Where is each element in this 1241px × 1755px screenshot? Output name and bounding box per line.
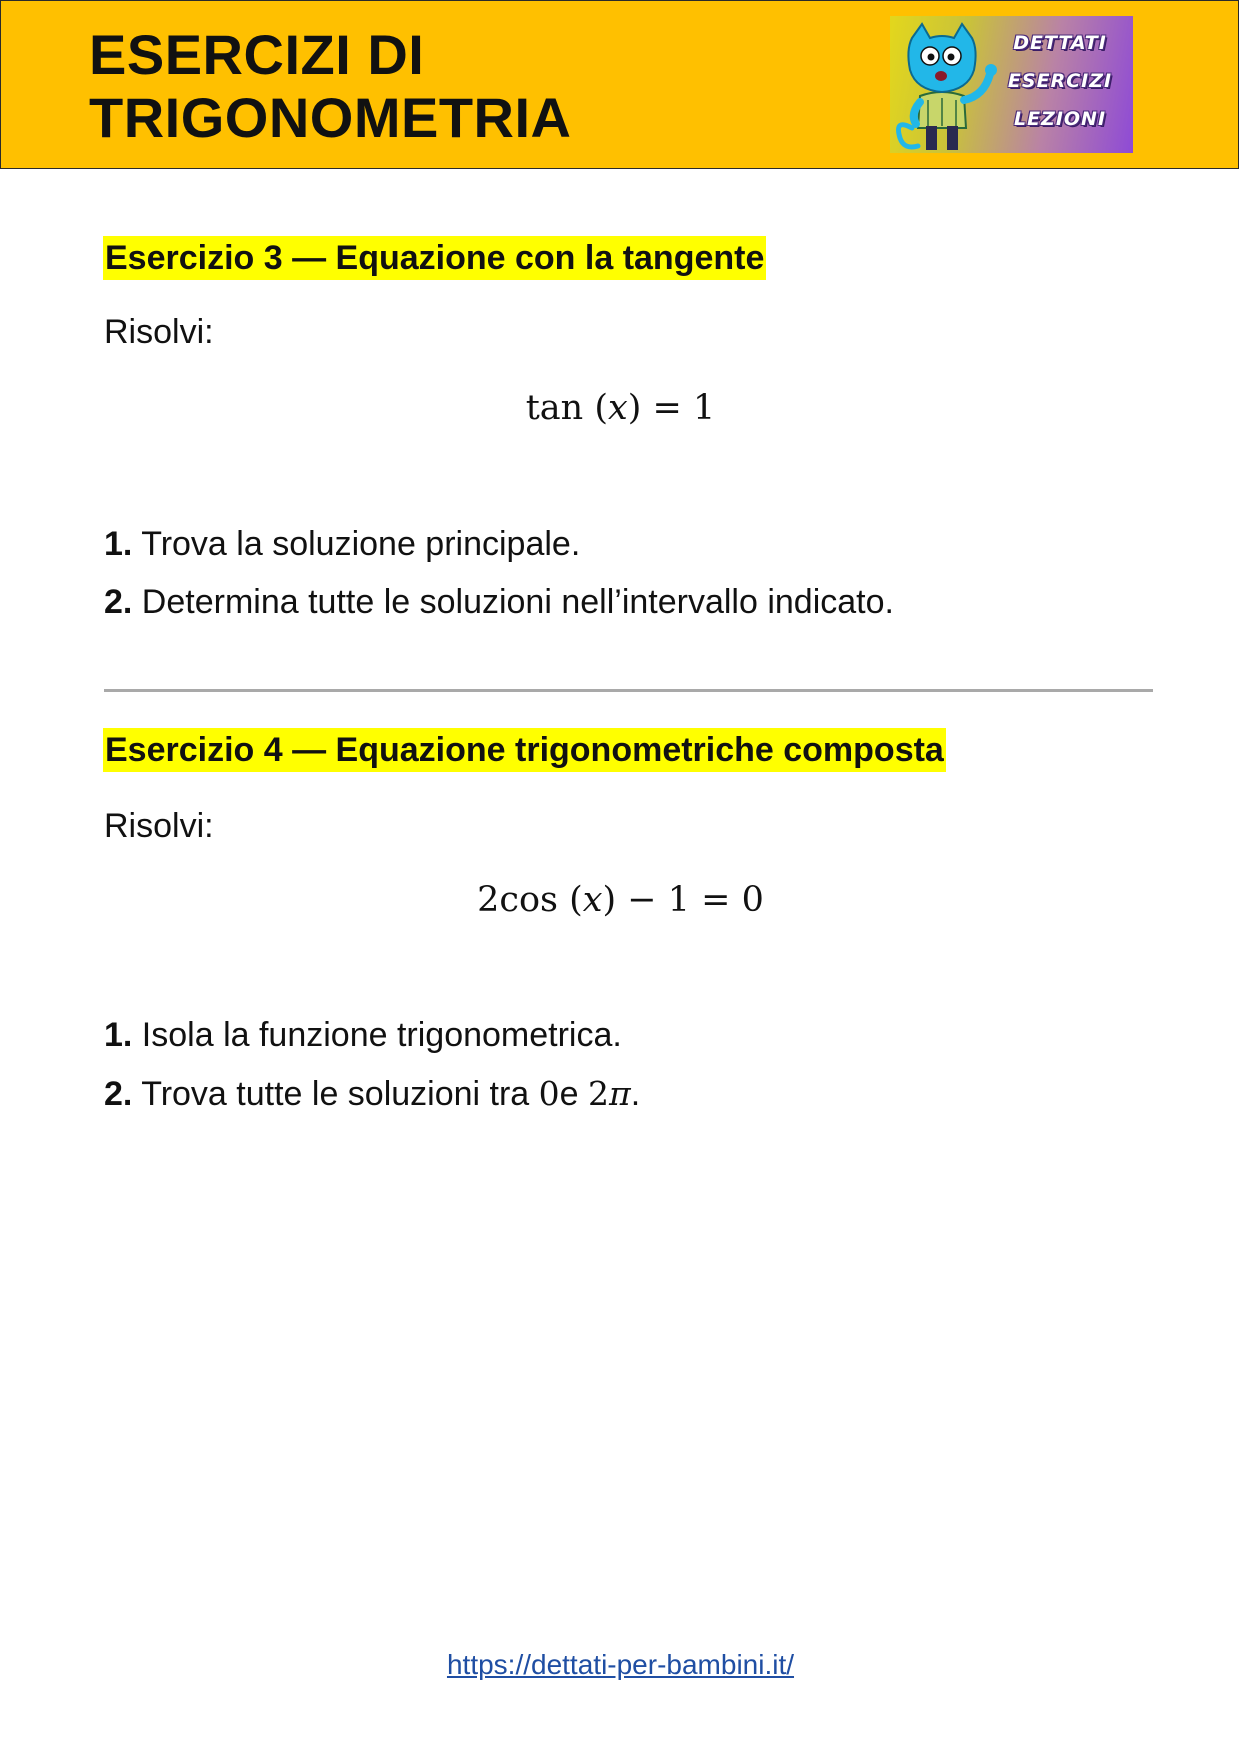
math-zero: 0 bbox=[538, 1074, 560, 1113]
site-logo bbox=[890, 16, 1133, 153]
math-pi: π bbox=[609, 1074, 631, 1113]
equation-variable: x bbox=[582, 880, 603, 920]
exercise-4-step-2 bbox=[104, 1074, 640, 1114]
blue-cat-mascot-icon bbox=[892, 18, 1002, 151]
exercise-4-prompt: Risolvi: bbox=[104, 807, 214, 845]
step-text: Isola la funzione trigonometrica. bbox=[132, 1016, 622, 1054]
step-number: 2. bbox=[104, 583, 133, 621]
math-two-pi bbox=[588, 1074, 631, 1113]
equation-variable: x bbox=[608, 388, 628, 428]
exercise-3-step-1 bbox=[104, 524, 580, 564]
step-text: Determina tutte le soluzioni nell’intervallo indicato. bbox=[132, 583, 894, 621]
step-text: Trova tutte le soluzioni tra bbox=[132, 1075, 539, 1113]
step-text-mid: e bbox=[559, 1075, 589, 1113]
logo-words bbox=[995, 24, 1125, 138]
step-text-end: . bbox=[630, 1075, 641, 1113]
step-number: 1. bbox=[104, 1016, 133, 1054]
page-title bbox=[89, 23, 571, 149]
exercise-3-title: Esercizio 3 — Equazione con la tangente bbox=[103, 236, 766, 280]
step-text: Trova la soluzione principale. bbox=[132, 525, 581, 563]
exercise-3-prompt: Risolvi: bbox=[104, 313, 214, 351]
equation-function: tan bbox=[525, 388, 584, 428]
header-banner bbox=[0, 0, 1239, 169]
exercise-3-equation bbox=[0, 386, 1241, 430]
exercise-3-step-2 bbox=[104, 582, 894, 622]
equation-open: ( bbox=[583, 388, 608, 428]
section-divider bbox=[104, 689, 1153, 692]
equation-open: ( bbox=[558, 880, 583, 920]
page-title-line-1: ESERCIZI DI bbox=[89, 23, 425, 86]
equation-function: 2cos bbox=[477, 880, 558, 920]
exercise-4-step-1 bbox=[104, 1015, 622, 1055]
math-two: 2 bbox=[588, 1074, 610, 1113]
equation-rest: ) = 1 bbox=[627, 388, 716, 428]
exercise-4-title: Esercizio 4 — Equazione trigonometriche composta bbox=[103, 728, 946, 772]
logo-word-lezioni: LEZIONI bbox=[1013, 108, 1107, 130]
step-number: 2. bbox=[104, 1075, 133, 1113]
page-title-line-2: TRIGONOMETRIA bbox=[89, 86, 572, 149]
footer-website-link[interactable]: https://dettati-per-bambini.it/ bbox=[446, 1649, 795, 1680]
step-number: 1. bbox=[104, 525, 133, 563]
equation-rest: ) − 1 = 0 bbox=[602, 880, 764, 920]
logo-word-esercizi: ESERCIZI bbox=[1007, 70, 1113, 92]
exercise-4-equation bbox=[0, 878, 1241, 922]
logo-word-dettati: DETTATI bbox=[1013, 32, 1107, 54]
